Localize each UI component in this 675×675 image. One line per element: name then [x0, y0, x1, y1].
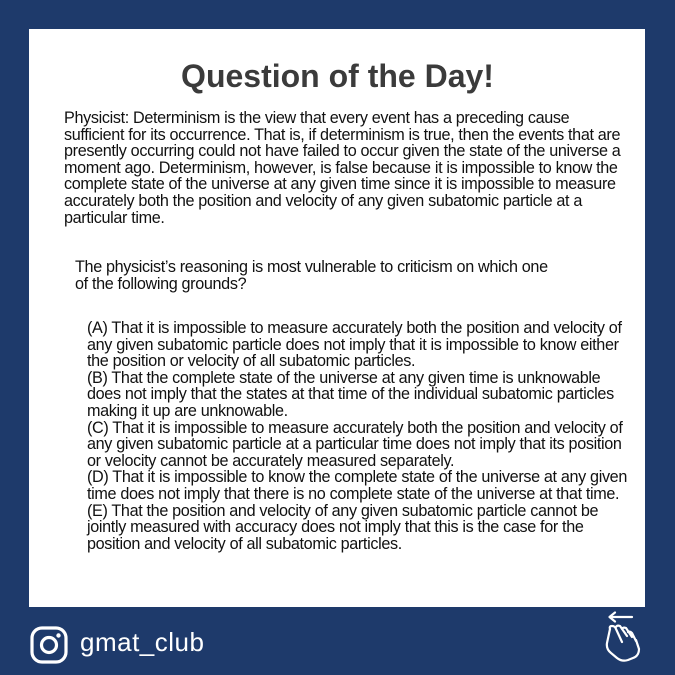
choice-a: (A) That it is impossible to measure accurately both the position and velocity of any given subatomic particle does not imply that it is impossible to know either the position or velocity of all subatomic particles.: [87, 319, 622, 371]
choice-c: (C) That it is impossible to measure accurately both the position and velocity of any given subatomic particle at a particular time does not imply that its position or velocity cannot be accurately measured separately.: [87, 418, 623, 470]
choice-e: (E) That the position and velocity of any given subatomic particle cannot be jointly measured with accuracy does not imply that this is the case for the position and velocity of all subatomic particles.: [87, 501, 599, 553]
answer-choices: [87, 320, 632, 552]
choice-b: (B) That the complete state of the universe at any given time is unknowable does not imply that the states at that time of the individual subatomic particles making it up are unknowable.: [87, 368, 614, 420]
instagram-handle[interactable]: gmat_club: [80, 627, 205, 657]
instagram-icon[interactable]: [30, 626, 68, 664]
swipe-hand-icon: [598, 610, 646, 665]
choice-d: (D) That it is impossible to know the complete state of the universe at any given time does not imply that there is no complete state of the universe at that time.: [87, 468, 627, 503]
passage-text: Physicist: Determinism is the view that every event has a preceding cause sufficient for its occurrence. That is, if determinism is true, then the events that are presently occurring could not have failed to occur given the state of the universe a moment ago. Determinism, however, is false because it is impossible to know the complete state of the universe at any given time since it is impossible to measure accurately both the position and velocity of any given subatomic particle at a particular time.: [64, 109, 621, 227]
page-title: Question of the Day!: [181, 58, 494, 94]
question-stem: The physicist’s reasoning is most vulnerable to criticism on which one of the following grounds?: [75, 258, 548, 293]
